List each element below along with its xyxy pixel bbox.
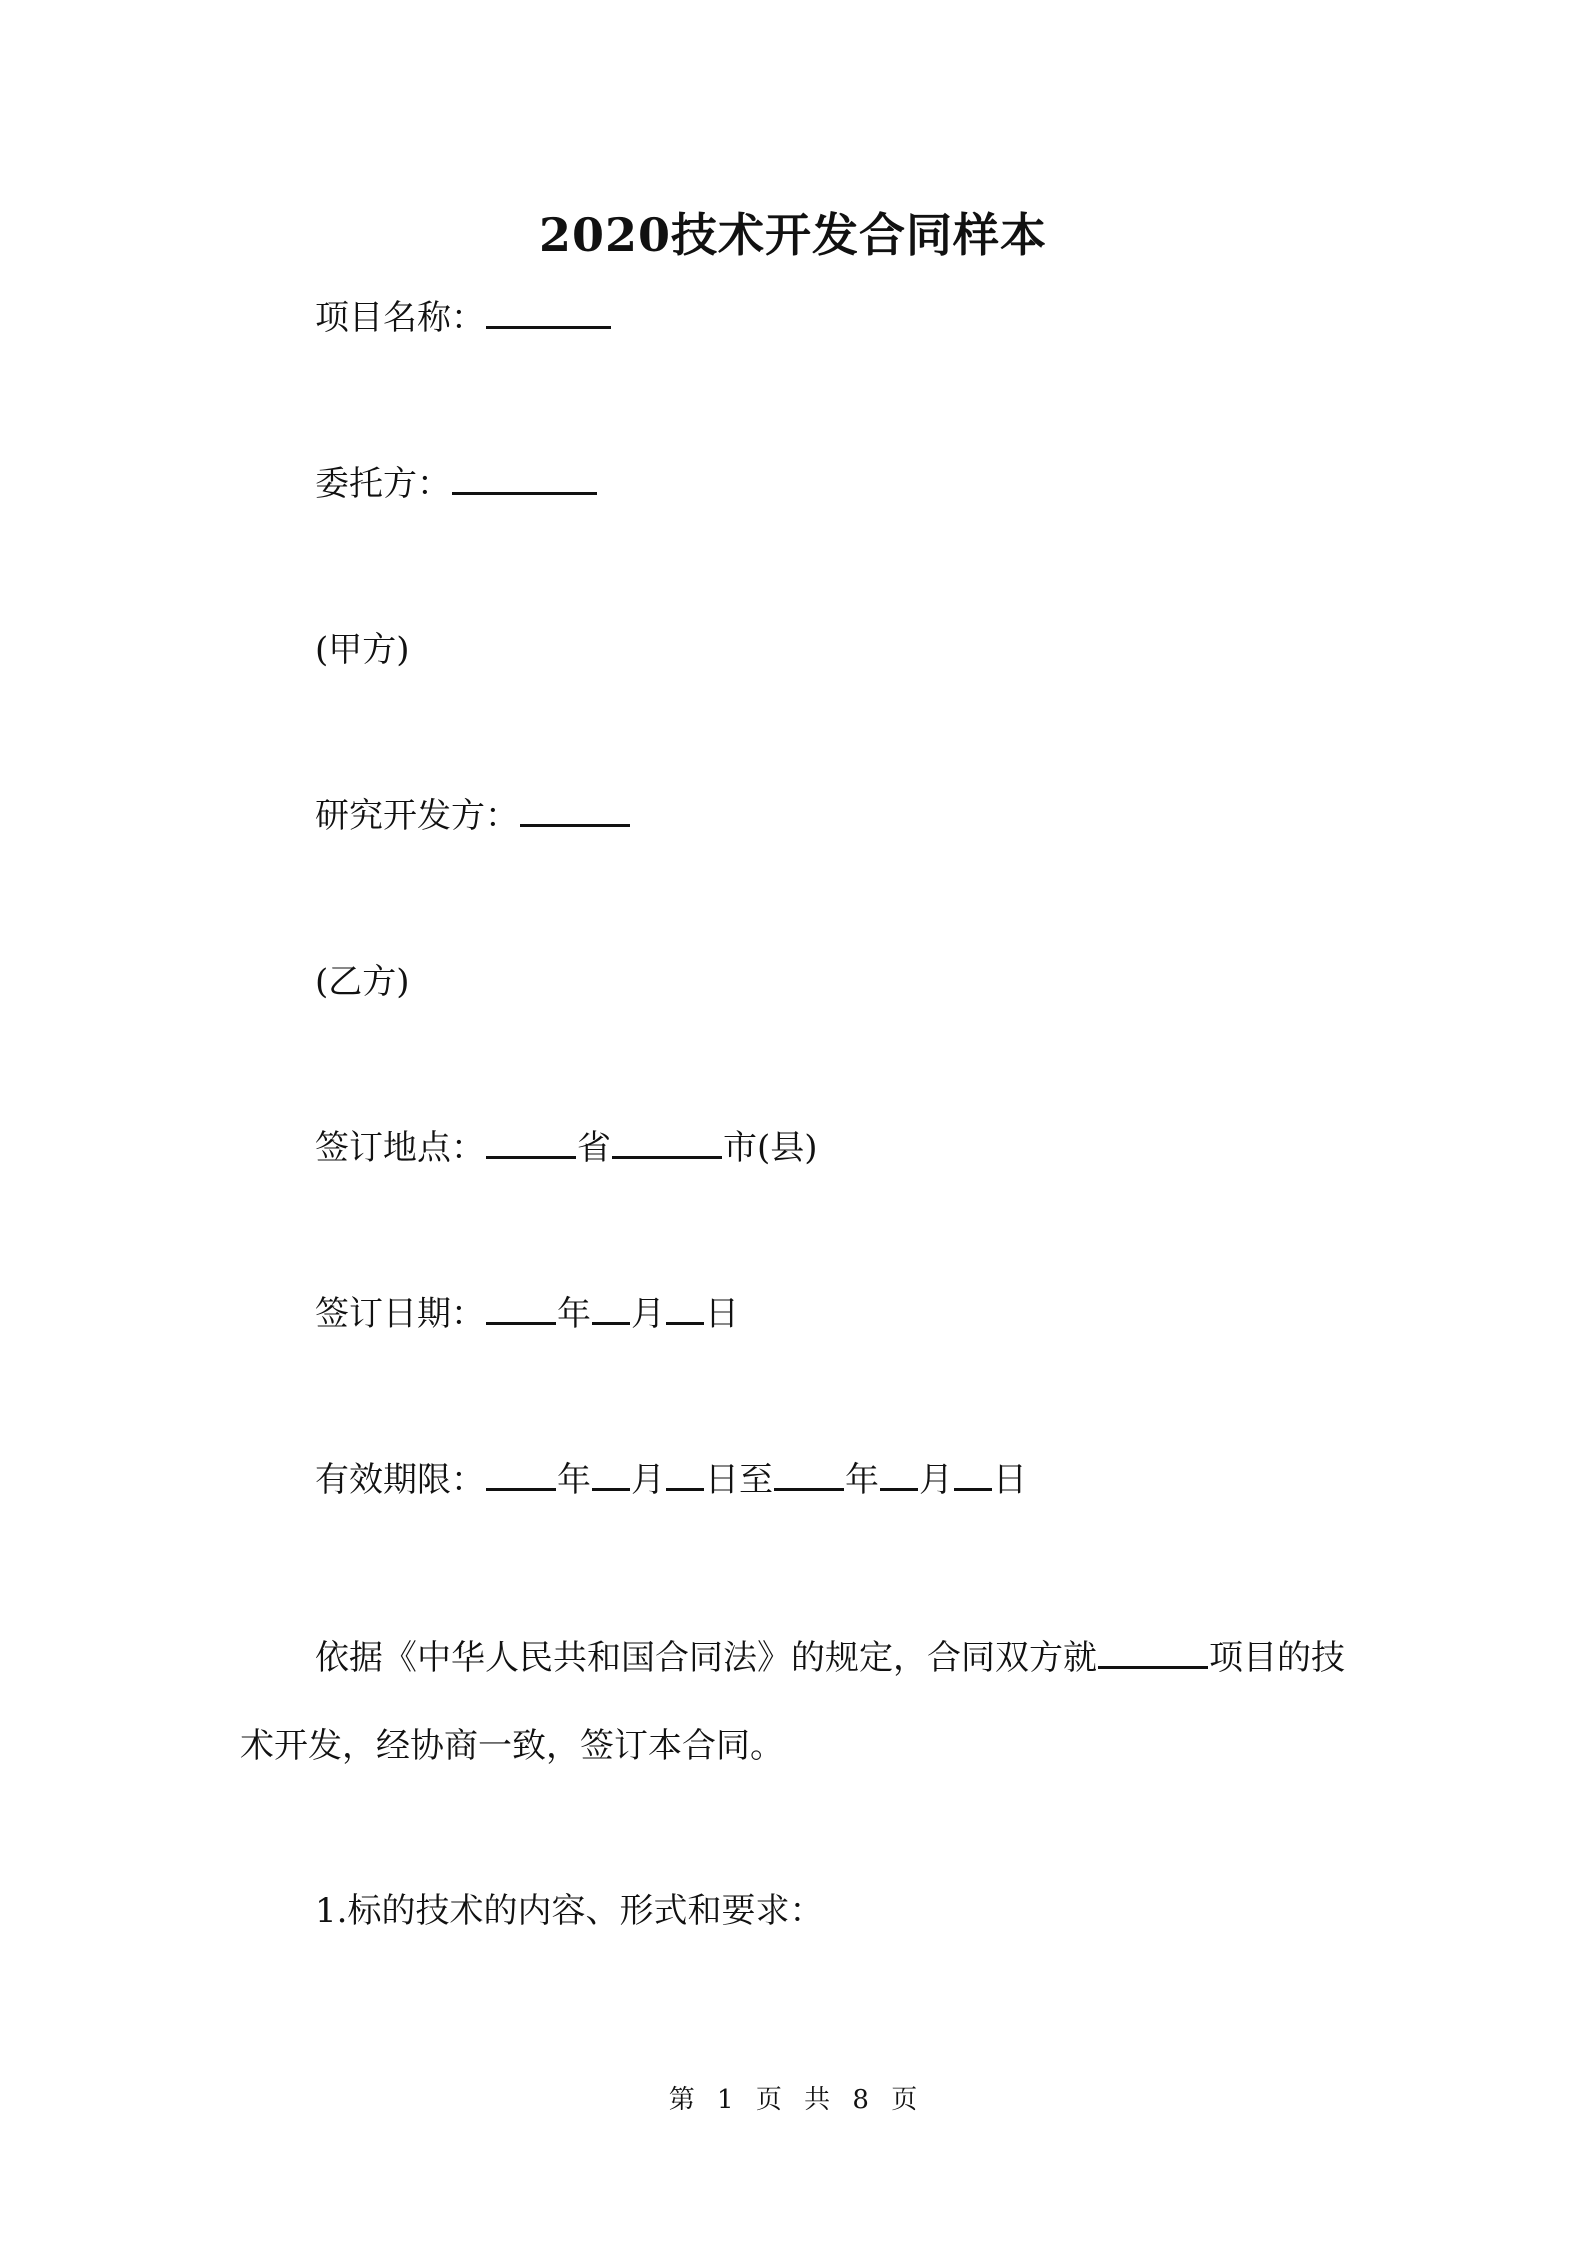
start-year-blank[interactable]	[486, 1458, 556, 1491]
project-name-blank[interactable]	[486, 296, 611, 329]
clause-1-text: 1.标的技术的内容、形式和要求：	[315, 1891, 824, 1931]
city-label: 市(县)	[723, 1128, 818, 1168]
footer-ye: 页	[755, 2085, 782, 2115]
client-blank[interactable]	[452, 462, 597, 495]
start-month-blank[interactable]	[592, 1458, 630, 1491]
end-day-label: 日	[993, 1460, 1027, 1500]
party-b-label: (乙方)	[315, 962, 410, 1002]
developer-blank[interactable]	[520, 794, 630, 827]
clause-1-heading	[315, 1883, 823, 1939]
signing-day-blank[interactable]	[666, 1292, 704, 1325]
project-name-label: 项目名称：	[315, 298, 485, 338]
page-title: 2020技术开发合同样本	[538, 208, 1048, 262]
project-name-line	[315, 290, 612, 346]
signing-day-label: 日	[705, 1294, 739, 1334]
start-day-to-label: 日至	[705, 1460, 773, 1500]
validity-label: 有效期限：	[315, 1460, 485, 1500]
footer-total-pages: 8	[852, 2085, 869, 2115]
footer-page-number: 1	[717, 2085, 734, 2115]
validity-line	[315, 1452, 1027, 1508]
intro-text-before: 依据《中华人民共和国合同法》的规定，合同双方就	[315, 1638, 1097, 1678]
footer-di: 第	[668, 2085, 695, 2115]
province-label: 省	[577, 1128, 611, 1168]
party-a-label: (甲方)	[315, 630, 410, 670]
start-day-blank[interactable]	[666, 1458, 704, 1491]
client-label: 委托方：	[315, 464, 451, 504]
client-line	[315, 456, 598, 512]
end-year-blank[interactable]	[774, 1458, 844, 1491]
project-blank[interactable]	[1098, 1636, 1208, 1669]
party-a-line	[315, 622, 410, 678]
province-blank[interactable]	[486, 1126, 576, 1159]
end-year-label: 年	[845, 1460, 879, 1500]
footer-ye2: 页	[891, 2085, 918, 2115]
signing-date-label: 签订日期：	[315, 1294, 485, 1334]
end-month-label: 月	[919, 1460, 953, 1500]
signing-date-line	[315, 1286, 739, 1342]
start-year-label: 年	[557, 1460, 591, 1500]
page-footer	[0, 2080, 1586, 2120]
signing-place-line	[315, 1120, 818, 1176]
signing-year-blank[interactable]	[486, 1292, 556, 1325]
developer-line	[315, 788, 631, 844]
developer-label: 研究开发方：	[315, 796, 519, 836]
signing-month-label: 月	[631, 1294, 665, 1334]
party-b-line	[315, 954, 410, 1010]
footer-gong: 共	[804, 2085, 831, 2115]
intro-paragraph	[240, 1614, 1346, 1790]
end-month-blank[interactable]	[880, 1458, 918, 1491]
start-month-label: 月	[631, 1460, 665, 1500]
city-blank[interactable]	[612, 1126, 722, 1159]
signing-month-blank[interactable]	[592, 1292, 630, 1325]
end-day-blank[interactable]	[954, 1458, 992, 1491]
signing-year-label: 年	[557, 1294, 591, 1334]
intro-text-after: 项目的技术开发，经协商一致，签订本合同。	[240, 1638, 1345, 1766]
signing-place-label: 签订地点：	[315, 1128, 485, 1168]
